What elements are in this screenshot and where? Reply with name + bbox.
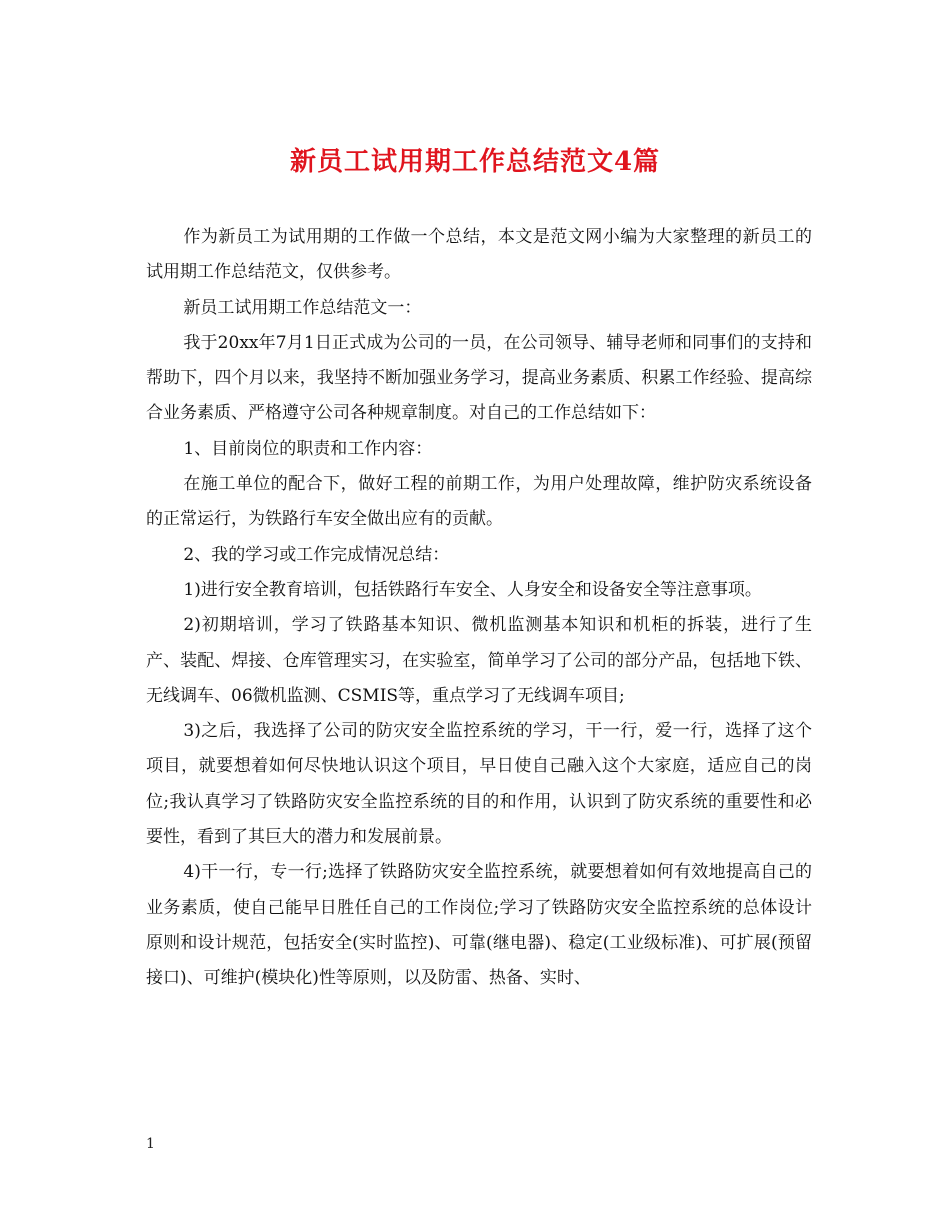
paragraph-subitem-1: 1)进行安全教育培训，包括铁路行车安全、人身安全和设备安全等注意事项。 [183, 579, 762, 600]
paragraph-subitem-4: 4)干一行，专一行;选择了铁路防灾安全监控系统，就要想着如何有效地提高自己的业务素质，使自己能早日胜任自己的工作岗位;学习了铁路防灾安全监控系统的总体设计原则和设计规范，包括安全(实时监控)、可靠(继电器)、稳定(工业级标准)、可扩展(预留接口)、可维护(模块化)性等原则，以及防雷、热备、实时、 [146, 862, 812, 989]
paragraph-self-introduction: 我于20xx年7月1日正式成为公司的一员，在公司领导、辅导老师和同事们的支持和帮助下，四个月以来，我坚持不断加强业务学习，提高业务素质、积累工作经验、提高综合业务素质、严格遵守公司各种规章制度。对自己的工作总结如下： [146, 332, 812, 424]
paragraph-subitem-3: 3)之后，我选择了公司的防灾安全监控系统的学习，干一行，爱一行，选择了这个项目，就要想着如何尽快地认识这个项目，早日使自己融入这个大家庭，适应自己的岗位;我认真学习了铁路防灾安全监控系统的目的和作用，认识到了防灾系统的重要性和必要性，看到了其巨大的潜力和发展前景。 [146, 721, 812, 848]
paragraph-intro: 作为新员工为试用期的工作做一个总结，本文是范文网小编为大家整理的新员工的试用期工作总结范文，仅供参考。 [146, 227, 812, 283]
paragraph-subitem-2: 2)初期培训，学习了铁路基本知识、微机监测基本知识和机柜的拆装，进行了生产、装配、焊接、仓库管理实习，在实验室，简单学习了公司的部分产品，包括地下铁、无线调车、06微机监测、CSMIS等，重点学习了无线调车项目; [146, 615, 812, 706]
paragraph-item-1-content: 在施工单位的配合下，做好工程的前期工作，为用户处理故障，维护防灾系统设备的正常运行，为铁路行车安全做出应有的贡献。 [146, 474, 812, 530]
paragraph-item-2-heading: 2、我的学习或工作完成情况总结： [183, 544, 450, 565]
paragraph-section-heading: 新员工试用期工作总结范文一： [183, 297, 422, 318]
page-number: 1 [146, 1136, 155, 1152]
document-body [146, 220, 812, 997]
document-title: 新员工试用期工作总结范文4篇 [289, 147, 661, 177]
paragraph-item-1-heading: 1、目前岗位的职责和工作内容： [183, 438, 433, 459]
